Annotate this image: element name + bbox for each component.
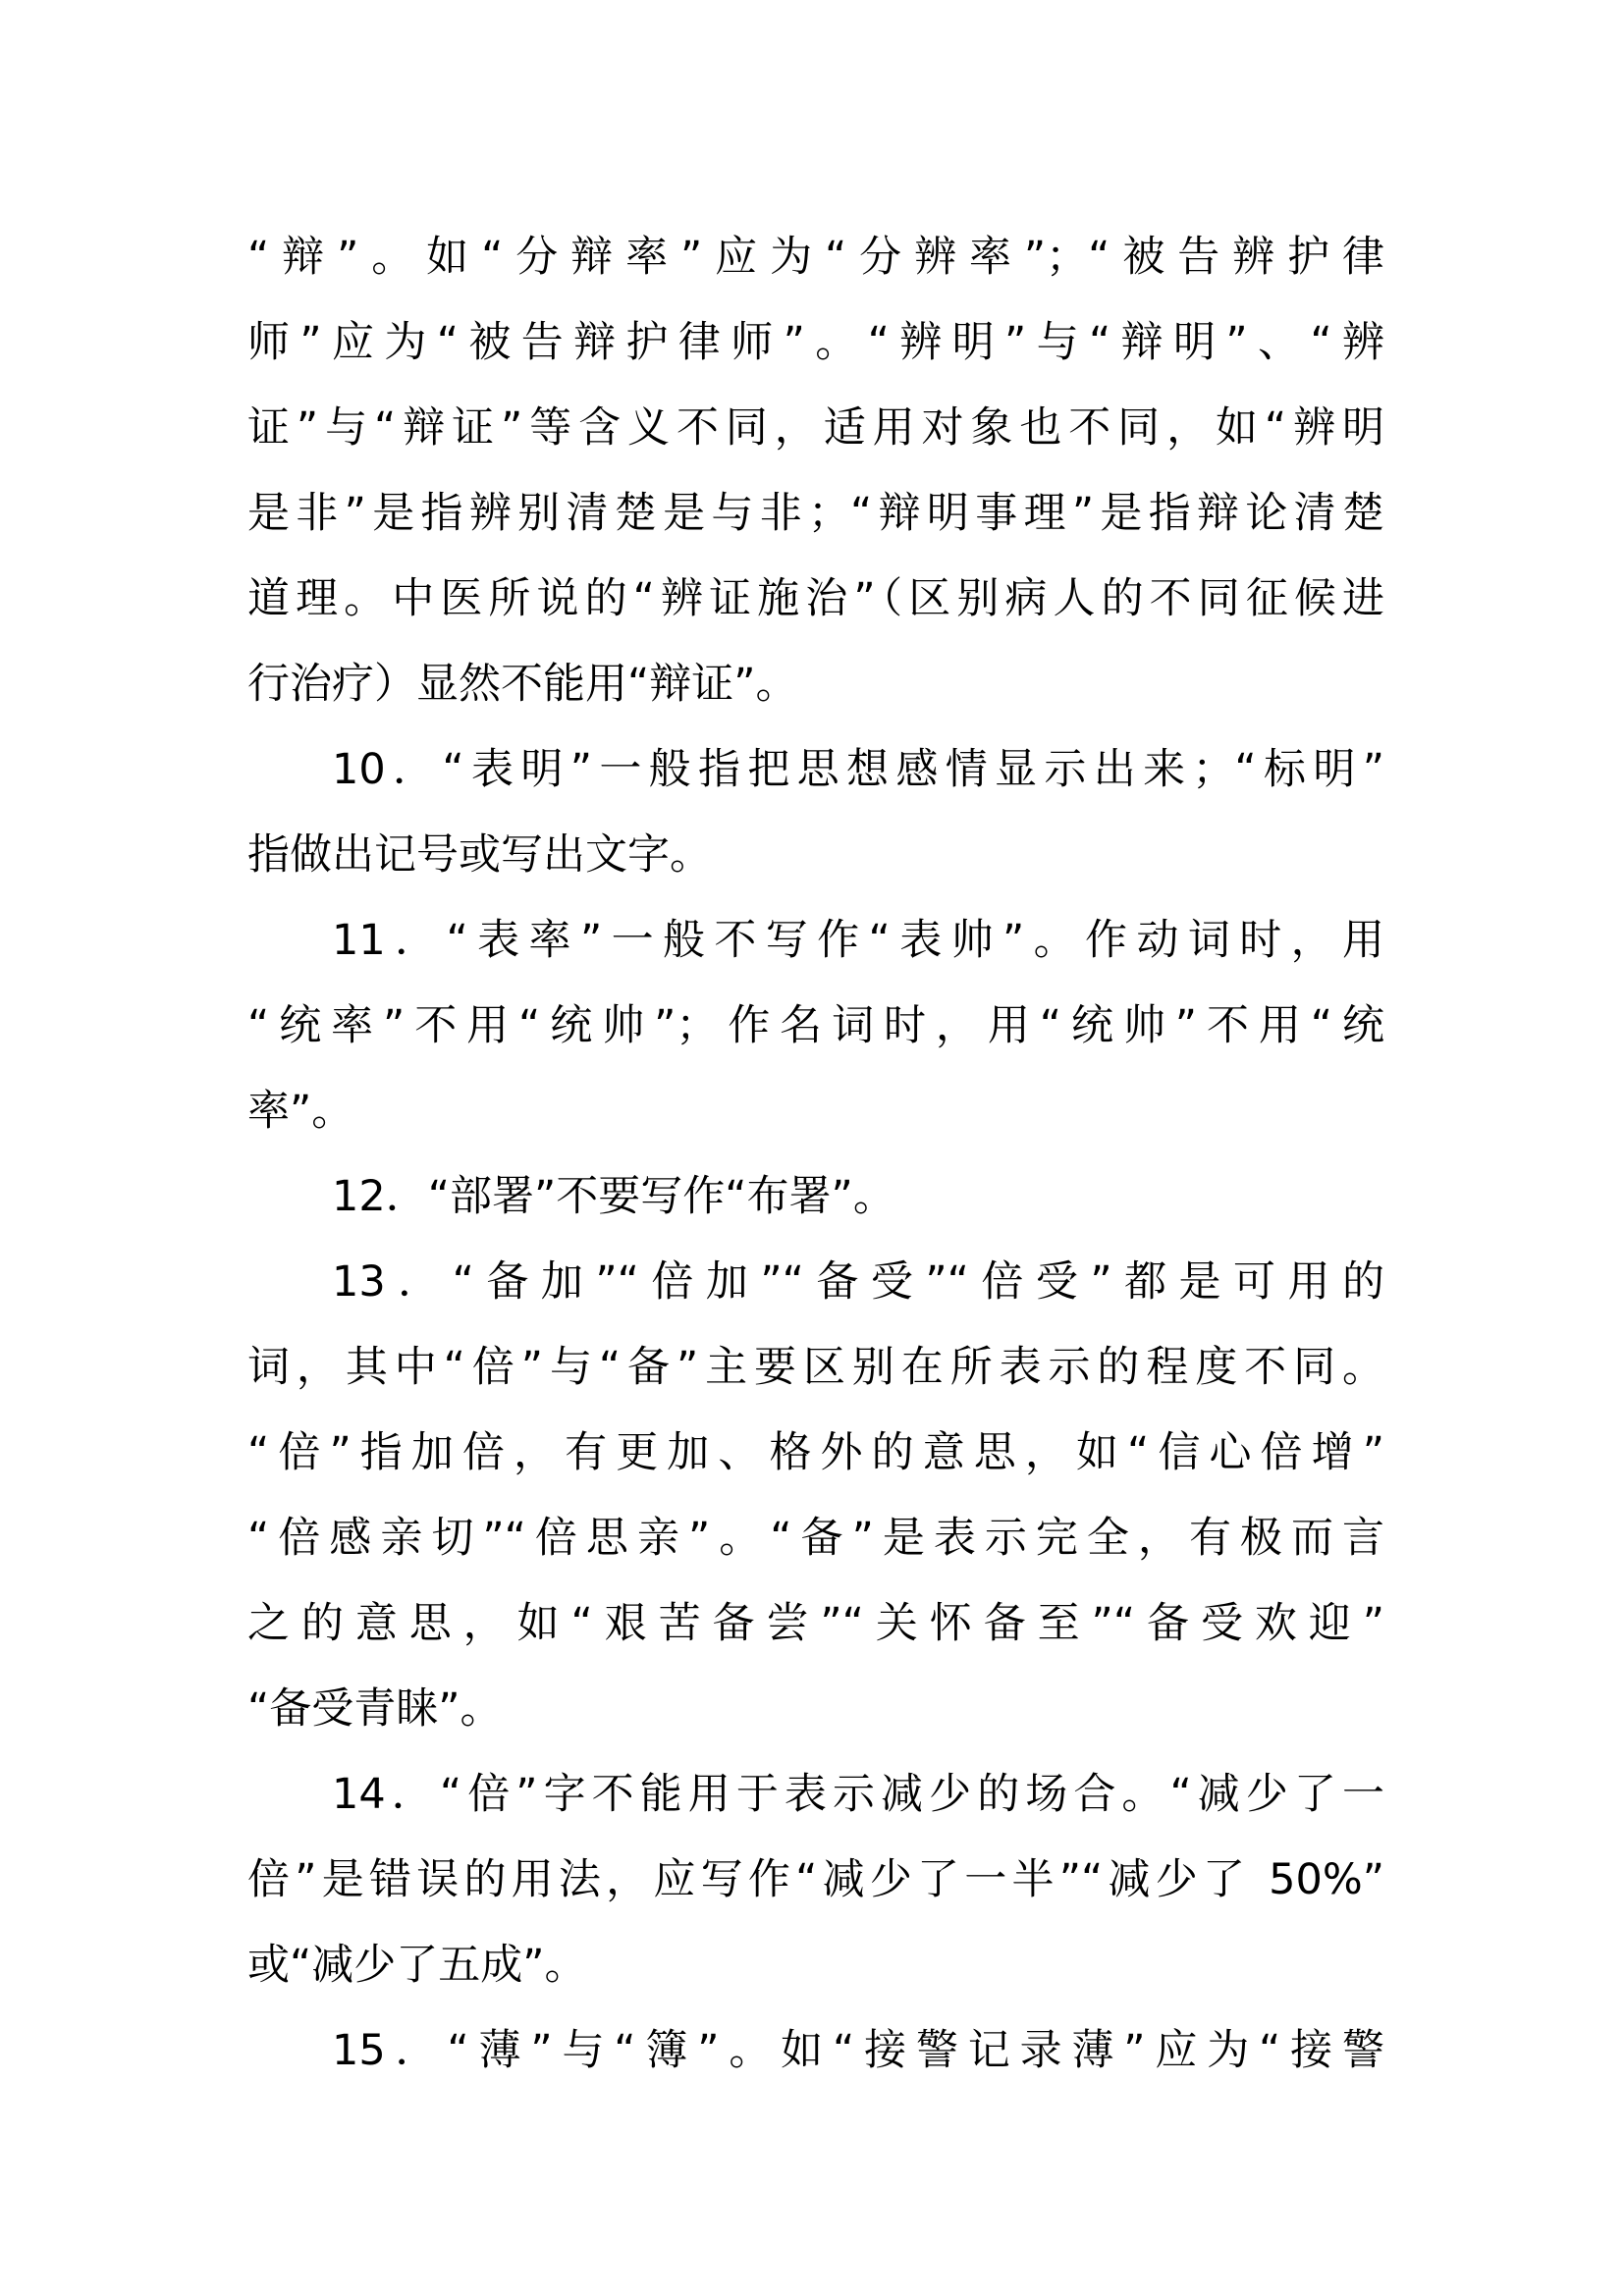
text-line: “备受青睐”。 xyxy=(247,1684,503,1734)
text-line: 道理。中医所说的“辨证施治”（区别病人的不同征候进 xyxy=(247,574,1384,623)
text-line: “倍感亲切”“倍思亲”。“备”是表示完全，有极而言 xyxy=(247,1514,1384,1563)
text-line: 11．“表率”一般不写作“表帅”。作动词时，用 xyxy=(332,916,1384,965)
text-line: 15．“薄”与“簿”。如“接警记录薄”应为“接警 xyxy=(332,2026,1384,2075)
text-line: 词，其中“倍”与“备”主要区别在所表示的程度不同。 xyxy=(247,1343,1384,1392)
text-line: “辩”。如“分辩率”应为“分辨率”；“被告辨护律 xyxy=(247,233,1384,282)
text-line: 12．“部署”不要写作“布署”。 xyxy=(332,1172,895,1221)
document-page xyxy=(247,228,1384,2107)
text-line: 10．“表明”一般指把思想感情显示出来；“标明” xyxy=(332,745,1384,794)
text-line: 倍”是错误的用法，应写作“减少了一半”“减少了 50%” xyxy=(247,1855,1384,1904)
text-line: 之的意思，如“艰苦备尝”“关怀备至”“备受欢迎” xyxy=(247,1599,1384,1648)
text-line: 是非”是指辨别清楚是与非；“辩明事理”是指辩论清楚 xyxy=(247,489,1384,538)
text-line: 指做出记号或写出文字。 xyxy=(247,830,712,880)
text-line: 师”应为“被告辩护律师”。“辨明”与“辩明”、“辨 xyxy=(247,318,1384,367)
text-line: 行治疗）显然不能用“辩证”。 xyxy=(247,660,798,709)
text-line: 证”与“辩证”等含义不同，适用对象也不同，如“辨明 xyxy=(247,403,1384,453)
text-line: “统率”不用“统帅”；作名词时，用“统帅”不用“统 xyxy=(247,1001,1384,1050)
text-line: 13．“备加”“倍加”“备受”“倍受”都是可用的 xyxy=(332,1257,1384,1307)
text-line: 14．“倍”字不能用于表示减少的场合。“减少了一 xyxy=(332,1770,1384,1819)
text-line: 率”。 xyxy=(247,1087,354,1136)
text-line: “倍”指加倍，有更加、格外的意思，如“信心倍增” xyxy=(247,1428,1384,1477)
text-line: 或“减少了五成”。 xyxy=(247,1941,587,1990)
